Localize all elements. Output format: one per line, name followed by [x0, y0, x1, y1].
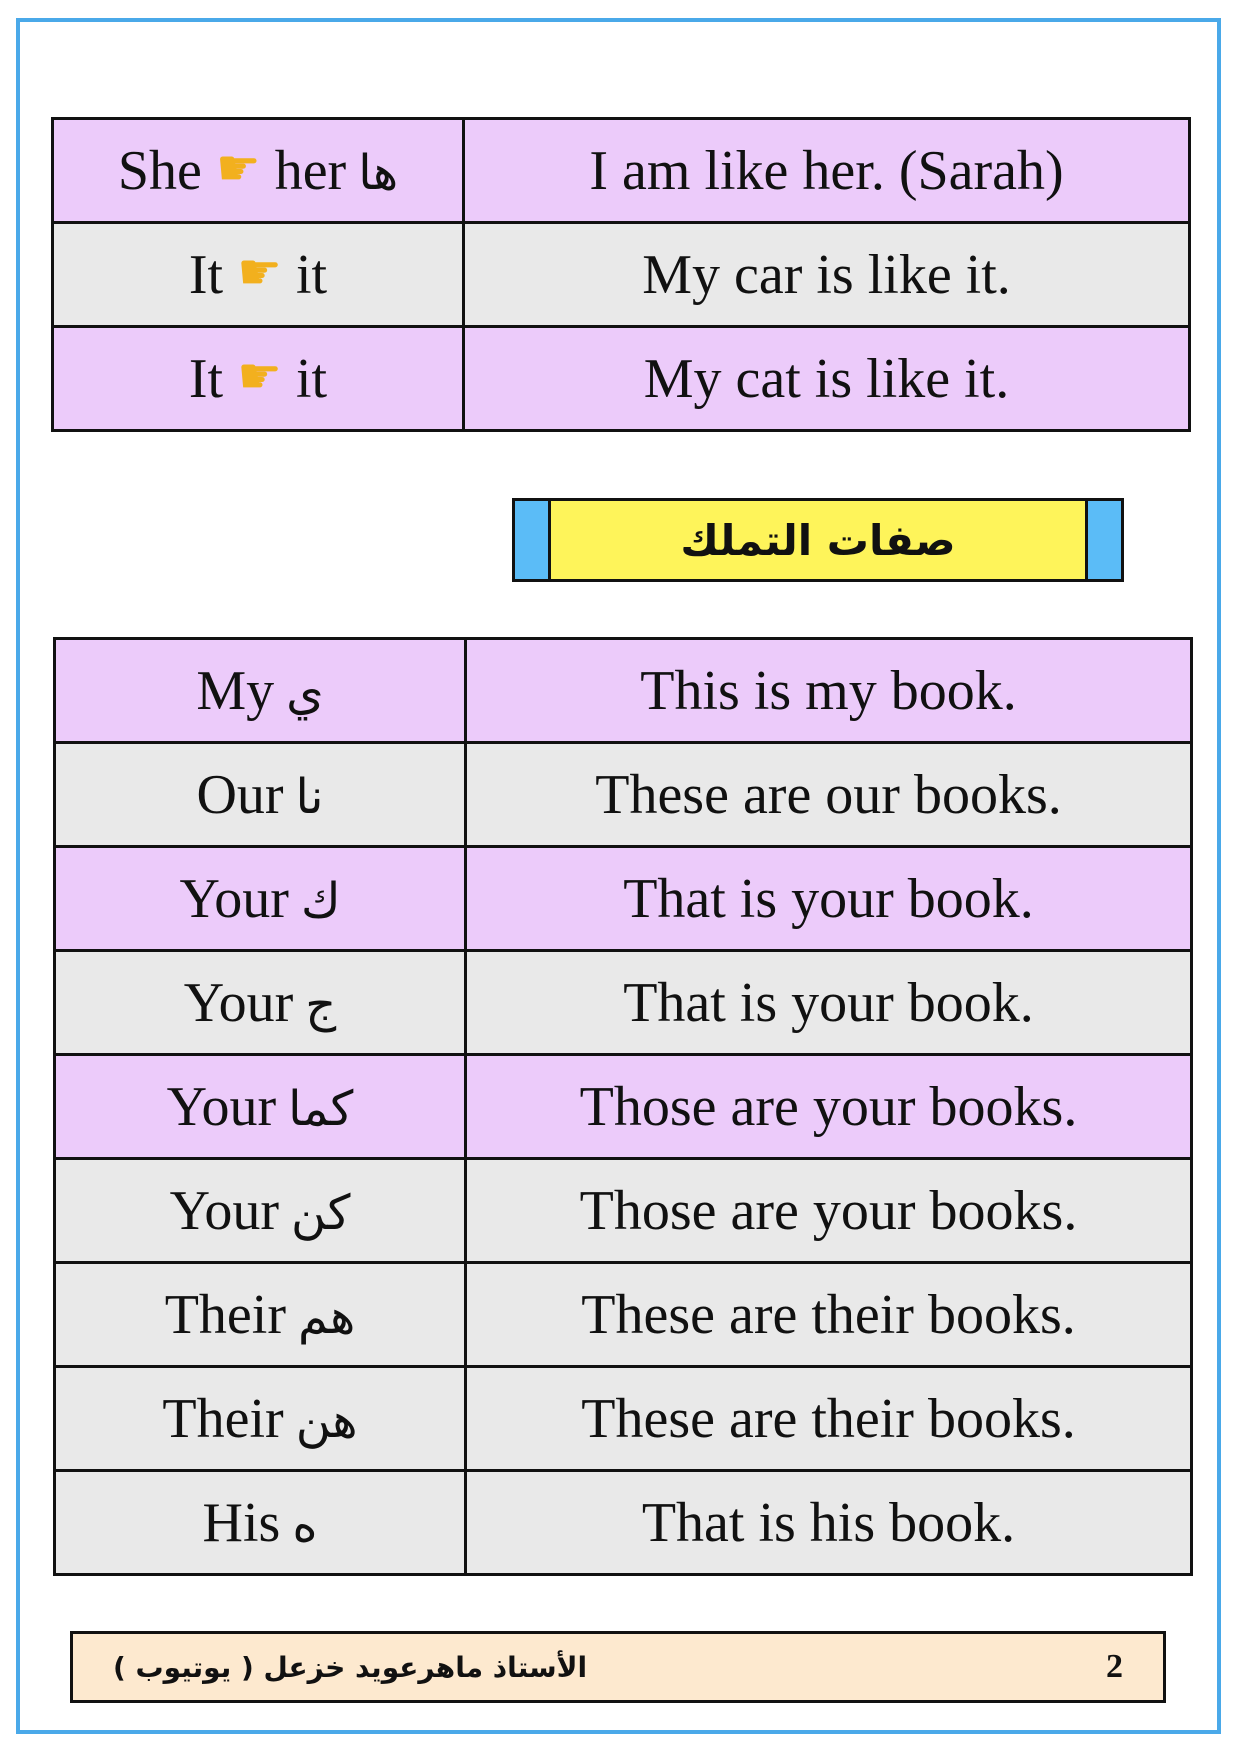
table-row — [53, 119, 1190, 223]
example-cell: That is your book. — [466, 951, 1192, 1055]
adjective-cell — [55, 951, 466, 1055]
footer-bar — [70, 1631, 1166, 1703]
table-row — [55, 743, 1192, 847]
table-row — [55, 847, 1192, 951]
section-title-box — [512, 498, 1124, 582]
arabic-suffix: هن — [295, 1392, 358, 1449]
arabic-suffix: نا — [295, 768, 324, 825]
example-cell: My car is like it. — [464, 223, 1190, 327]
arabic-suffix: ك — [300, 872, 341, 929]
object-pronoun: it — [295, 347, 328, 410]
arabic-suffix: كن — [291, 1184, 351, 1241]
pointing-hand-icon: ☛ — [237, 346, 282, 405]
adjective-word: Your — [179, 867, 289, 930]
pointing-hand-icon: ☛ — [237, 242, 282, 301]
adjective-word: My — [196, 659, 275, 722]
subject-pronoun: She — [117, 139, 202, 202]
table-row — [55, 1263, 1192, 1367]
table-row — [55, 951, 1192, 1055]
adjective-word: Your — [166, 1075, 277, 1138]
example-cell: I am like her. (Sarah) — [464, 119, 1190, 223]
pronoun-cell — [53, 223, 464, 327]
table-row — [53, 327, 1190, 431]
adjective-cell — [55, 1367, 466, 1471]
adjective-word: Your — [169, 1179, 280, 1242]
adjective-word: His — [202, 1491, 281, 1554]
adjective-cell — [55, 847, 466, 951]
example-cell: Those are your books. — [466, 1159, 1192, 1263]
example-cell: These are their books. — [466, 1263, 1192, 1367]
table-row — [55, 1367, 1192, 1471]
example-cell: These are their books. — [466, 1367, 1192, 1471]
table-row — [55, 1159, 1192, 1263]
arabic-suffix: كما — [288, 1080, 354, 1137]
adjective-cell — [55, 1159, 466, 1263]
possessive-adjectives-table — [53, 637, 1193, 1576]
page-number: 2 — [1106, 1648, 1123, 1685]
section-title: صفات التملك — [680, 515, 956, 565]
subject-pronoun: It — [188, 243, 224, 306]
table-row — [55, 1055, 1192, 1159]
footer-author: الأستاذ ماهرعويد خزعل ( يوتيوب ) — [113, 1650, 588, 1684]
adjective-word: Their — [162, 1387, 284, 1450]
object-pronoun: it — [295, 243, 328, 306]
arabic-suffix: ي — [286, 664, 324, 721]
adjective-cell — [55, 1263, 466, 1367]
table-row — [55, 639, 1192, 743]
table-row — [53, 223, 1190, 327]
pointing-hand-icon: ☛ — [215, 138, 261, 197]
title-edge-right — [1085, 501, 1121, 579]
example-cell: These are our books. — [466, 743, 1192, 847]
adjective-cell — [55, 743, 466, 847]
arabic-suffix: ج — [305, 976, 337, 1033]
example-cell: That is your book. — [466, 847, 1192, 951]
pronoun-cell — [53, 327, 464, 431]
table-row — [55, 1471, 1192, 1575]
adjective-cell — [55, 1055, 466, 1159]
adjective-word: Our — [196, 763, 284, 826]
adjective-word: Their — [164, 1283, 286, 1346]
title-edge-left — [515, 501, 551, 579]
example-cell: Those are your books. — [466, 1055, 1192, 1159]
subject-pronoun: It — [188, 347, 224, 410]
object-pronoun: her — [274, 139, 347, 202]
pronoun-cell — [53, 119, 464, 223]
arabic-suffix: ه — [292, 1496, 318, 1553]
adjective-word: Your — [183, 971, 294, 1034]
object-pronoun-table — [51, 117, 1191, 432]
adjective-cell — [55, 639, 466, 743]
arabic-suffix: هم — [298, 1288, 356, 1345]
arabic-suffix: ها — [358, 144, 399, 201]
example-cell: That is his book. — [466, 1471, 1192, 1575]
example-cell: My cat is like it. — [464, 327, 1190, 431]
example-cell: This is my book. — [466, 639, 1192, 743]
adjective-cell — [55, 1471, 466, 1575]
